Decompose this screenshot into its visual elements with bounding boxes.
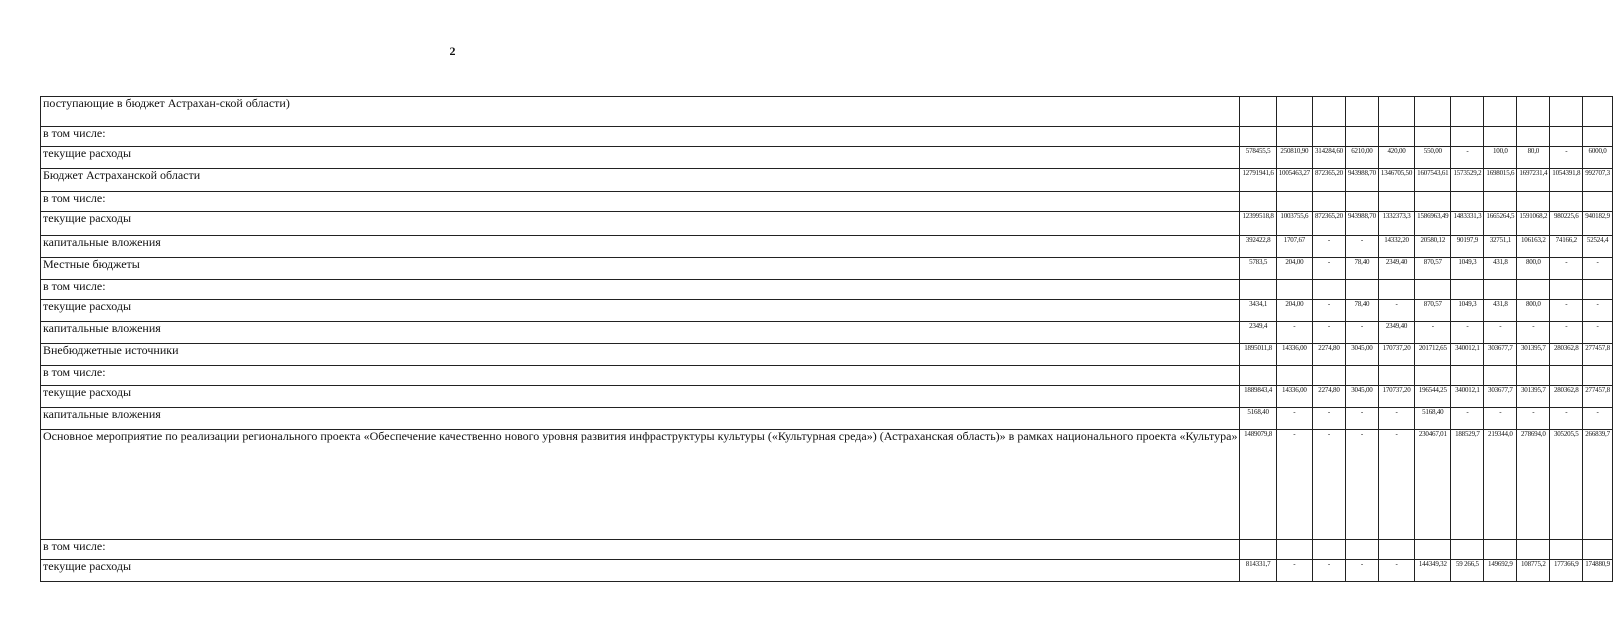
row-label: текущие расходы xyxy=(41,147,1240,169)
table-row xyxy=(41,280,1613,300)
table-cell xyxy=(1313,366,1346,386)
table-cell: - xyxy=(1583,322,1613,344)
table-cell xyxy=(1517,127,1550,147)
table-cell: 1049,3 xyxy=(1451,300,1484,322)
table-cell xyxy=(1451,280,1484,300)
table-cell: - xyxy=(1378,408,1414,430)
table-cell: 177366,9 xyxy=(1550,560,1583,582)
table-cell: 78,40 xyxy=(1345,258,1378,280)
table-row xyxy=(41,540,1613,560)
table-cell xyxy=(1345,540,1378,560)
table-cell: 204,00 xyxy=(1276,258,1312,280)
table-cell: 1346705,50 xyxy=(1378,169,1414,192)
table-row xyxy=(41,169,1613,192)
table-cell: 5783,5 xyxy=(1240,258,1276,280)
table-cell: - xyxy=(1313,408,1346,430)
table-cell: 578455,5 xyxy=(1240,147,1276,169)
table-cell: 201712,65 xyxy=(1415,344,1451,366)
table-cell: 12399518,8 xyxy=(1240,212,1276,236)
table-cell xyxy=(1378,127,1414,147)
table-row xyxy=(41,127,1613,147)
table-cell: 5168,40 xyxy=(1415,408,1451,430)
table-cell: 149692,9 xyxy=(1484,560,1517,582)
table-cell xyxy=(1415,540,1451,560)
table-cell: 305205,5 xyxy=(1550,430,1583,540)
table-cell: 314284,60 xyxy=(1313,147,1346,169)
table-cell: 814331,7 xyxy=(1240,560,1276,582)
table-cell xyxy=(1313,192,1346,212)
table-row xyxy=(41,408,1613,430)
table-cell xyxy=(1240,540,1276,560)
table-cell xyxy=(1550,280,1583,300)
table-cell xyxy=(1378,280,1414,300)
table-row xyxy=(41,97,1613,127)
table-cell xyxy=(1415,192,1451,212)
table-cell: 5168,40 xyxy=(1240,408,1276,430)
table-cell: 14336,00 xyxy=(1276,386,1312,408)
table-cell: 278694,0 xyxy=(1517,430,1550,540)
table-row xyxy=(41,300,1613,322)
table-cell xyxy=(1451,127,1484,147)
table-row xyxy=(41,366,1613,386)
table-cell: 1005463,27 xyxy=(1276,169,1312,192)
table-cell xyxy=(1313,280,1346,300)
row-label: в том числе: xyxy=(41,127,1240,147)
table-cell: - xyxy=(1345,430,1378,540)
table-cell: 6210,00 xyxy=(1345,147,1378,169)
table-cell: 431,8 xyxy=(1484,258,1517,280)
table-cell: 431,8 xyxy=(1484,300,1517,322)
table-row xyxy=(41,344,1613,366)
table-cell: 78,40 xyxy=(1345,300,1378,322)
table-cell: 1573529,2 xyxy=(1451,169,1484,192)
table-cell: 1049,3 xyxy=(1451,258,1484,280)
table-cell xyxy=(1313,97,1346,127)
table-cell xyxy=(1550,540,1583,560)
table-cell: 1707,67 xyxy=(1276,236,1312,258)
table-cell xyxy=(1451,97,1484,127)
table-cell: 100,0 xyxy=(1484,147,1517,169)
row-label: капитальные вложения xyxy=(41,322,1240,344)
table-cell xyxy=(1378,540,1414,560)
table-cell: 2349,40 xyxy=(1378,258,1414,280)
table-cell xyxy=(1345,192,1378,212)
table-cell: - xyxy=(1583,408,1613,430)
row-label: в том числе: xyxy=(41,540,1240,560)
table-row xyxy=(41,258,1613,280)
table-cell: - xyxy=(1313,258,1346,280)
table-cell: - xyxy=(1345,322,1378,344)
table-cell xyxy=(1484,540,1517,560)
table-cell: - xyxy=(1484,408,1517,430)
table-cell xyxy=(1484,366,1517,386)
table-cell xyxy=(1415,366,1451,386)
row-label: поступающие в бюджет Астрахан-ской области) xyxy=(41,97,1240,127)
table-cell: 3434,1 xyxy=(1240,300,1276,322)
table-cell: - xyxy=(1550,300,1583,322)
table-cell: - xyxy=(1313,560,1346,582)
row-label: в том числе: xyxy=(41,280,1240,300)
table-cell xyxy=(1415,280,1451,300)
table-cell: - xyxy=(1517,408,1550,430)
table-cell: 14336,00 xyxy=(1276,344,1312,366)
table-cell: 340012,1 xyxy=(1451,344,1484,366)
table-cell xyxy=(1517,366,1550,386)
table-cell: - xyxy=(1550,322,1583,344)
table-cell xyxy=(1276,127,1312,147)
table-cell: 266839,7 xyxy=(1583,430,1613,540)
table-cell xyxy=(1276,540,1312,560)
table-cell: - xyxy=(1583,258,1613,280)
table-cell: 301395,7 xyxy=(1517,344,1550,366)
table-cell: - xyxy=(1550,258,1583,280)
table-cell: 303677,7 xyxy=(1484,344,1517,366)
table-cell: 1591068,2 xyxy=(1517,212,1550,236)
row-label: в том числе: xyxy=(41,366,1240,386)
table-cell xyxy=(1345,280,1378,300)
table-cell: - xyxy=(1313,322,1346,344)
table-cell: 14332,20 xyxy=(1378,236,1414,258)
table-cell xyxy=(1378,366,1414,386)
row-label: Внебюджетные источники xyxy=(41,344,1240,366)
table-cell: 1665264,5 xyxy=(1484,212,1517,236)
table-cell: 174880,9 xyxy=(1583,560,1613,582)
table-cell xyxy=(1345,366,1378,386)
table-cell: 277457,8 xyxy=(1583,386,1613,408)
table-cell: 20580,12 xyxy=(1415,236,1451,258)
table-cell: - xyxy=(1517,322,1550,344)
table-cell: 280362,8 xyxy=(1550,344,1583,366)
table-cell: 3045,00 xyxy=(1345,344,1378,366)
table-cell xyxy=(1451,540,1484,560)
table-cell xyxy=(1276,97,1312,127)
table-cell xyxy=(1583,540,1613,560)
table-cell: 870,57 xyxy=(1415,258,1451,280)
table-cell xyxy=(1484,192,1517,212)
table-cell: - xyxy=(1415,322,1451,344)
table-cell: 277457,8 xyxy=(1583,344,1613,366)
table-cell: 1586963,49 xyxy=(1415,212,1451,236)
table-cell xyxy=(1378,192,1414,212)
table-cell xyxy=(1240,192,1276,212)
table-cell xyxy=(1313,540,1346,560)
table-cell: 2274,80 xyxy=(1313,386,1346,408)
row-label: текущие расходы xyxy=(41,386,1240,408)
table-cell xyxy=(1451,366,1484,386)
table-cell: 872365,20 xyxy=(1313,212,1346,236)
table-cell xyxy=(1484,280,1517,300)
table-cell xyxy=(1240,127,1276,147)
table-cell xyxy=(1345,127,1378,147)
table-cell: 12791941,6 xyxy=(1240,169,1276,192)
table-cell xyxy=(1415,97,1451,127)
row-label: текущие расходы xyxy=(41,300,1240,322)
table-cell: 230467,01 xyxy=(1415,430,1451,540)
row-label: Бюджет Астраханской области xyxy=(41,169,1240,192)
table-cell: 219344,0 xyxy=(1484,430,1517,540)
table-cell: - xyxy=(1484,322,1517,344)
table-cell: - xyxy=(1313,236,1346,258)
table-cell: 392422,8 xyxy=(1240,236,1276,258)
table-cell: - xyxy=(1550,147,1583,169)
table-cell: 1698015,6 xyxy=(1484,169,1517,192)
table-cell: 1607543,61 xyxy=(1415,169,1451,192)
table-cell: 303677,7 xyxy=(1484,386,1517,408)
table-cell: 2349,40 xyxy=(1378,322,1414,344)
table-cell: 1489079,8 xyxy=(1240,430,1276,540)
table-cell: - xyxy=(1345,560,1378,582)
table-row xyxy=(41,560,1613,582)
table-cell: 1483331,3 xyxy=(1451,212,1484,236)
table-cell: 800,0 xyxy=(1517,258,1550,280)
table-cell xyxy=(1550,192,1583,212)
table-cell xyxy=(1484,127,1517,147)
table-cell xyxy=(1583,366,1613,386)
table-cell: 1697231,4 xyxy=(1517,169,1550,192)
table-cell: 340012,1 xyxy=(1451,386,1484,408)
table-cell xyxy=(1240,366,1276,386)
table-cell xyxy=(1276,280,1312,300)
table-cell xyxy=(1313,127,1346,147)
table-cell: - xyxy=(1378,300,1414,322)
table-cell: 980225,6 xyxy=(1550,212,1583,236)
row-label: текущие расходы xyxy=(41,212,1240,236)
table-cell xyxy=(1550,366,1583,386)
table-cell: - xyxy=(1583,300,1613,322)
table-cell: - xyxy=(1313,430,1346,540)
table-cell xyxy=(1415,127,1451,147)
table-cell xyxy=(1583,280,1613,300)
table-cell xyxy=(1583,97,1613,127)
table-cell: 1889843,4 xyxy=(1240,386,1276,408)
table-row xyxy=(41,236,1613,258)
table-cell: - xyxy=(1345,408,1378,430)
table-cell: - xyxy=(1550,408,1583,430)
table-row xyxy=(41,192,1613,212)
table-cell xyxy=(1276,366,1312,386)
table-cell: 74166,2 xyxy=(1550,236,1583,258)
table-cell: 196544,25 xyxy=(1415,386,1451,408)
table-cell: - xyxy=(1378,560,1414,582)
table-cell: 550,00 xyxy=(1415,147,1451,169)
row-label: капитальные вложения xyxy=(41,408,1240,430)
table-cell xyxy=(1240,97,1276,127)
table-cell: - xyxy=(1378,430,1414,540)
page-number: 2 xyxy=(449,44,456,58)
table-cell: 943988,70 xyxy=(1345,169,1378,192)
table-cell: 301395,7 xyxy=(1517,386,1550,408)
table-cell xyxy=(1240,280,1276,300)
table-cell xyxy=(1583,127,1613,147)
table-cell: 420,00 xyxy=(1378,147,1414,169)
table-cell xyxy=(1276,192,1312,212)
table-cell: 59 266,5 xyxy=(1451,560,1484,582)
table-cell: - xyxy=(1451,322,1484,344)
budget-table xyxy=(40,96,1613,582)
row-label: в том числе: xyxy=(41,192,1240,212)
table-cell: - xyxy=(1345,236,1378,258)
table-cell: 108775,2 xyxy=(1517,560,1550,582)
table-cell xyxy=(1345,97,1378,127)
table-cell: 2349,4 xyxy=(1240,322,1276,344)
table-row xyxy=(41,386,1613,408)
table-cell: - xyxy=(1276,408,1312,430)
table-cell: 6000,0 xyxy=(1583,147,1613,169)
table-cell: 106163,2 xyxy=(1517,236,1550,258)
table-cell: 992707,3 xyxy=(1583,169,1613,192)
table-cell xyxy=(1550,97,1583,127)
table-cell: 2274,80 xyxy=(1313,344,1346,366)
table-cell: 144349,32 xyxy=(1415,560,1451,582)
table-cell: 1054391,8 xyxy=(1550,169,1583,192)
table-cell: 940182,9 xyxy=(1583,212,1613,236)
table-cell: 90197,9 xyxy=(1451,236,1484,258)
row-label: капитальные вложения xyxy=(41,236,1240,258)
table-cell: 32751,1 xyxy=(1484,236,1517,258)
table-cell: - xyxy=(1451,408,1484,430)
table-cell: 800,0 xyxy=(1517,300,1550,322)
table-cell xyxy=(1517,280,1550,300)
table-cell: - xyxy=(1451,147,1484,169)
row-label: Местные бюджеты xyxy=(41,258,1240,280)
table-cell xyxy=(1484,97,1517,127)
table-cell: - xyxy=(1276,430,1312,540)
table-cell xyxy=(1550,127,1583,147)
table-row xyxy=(41,147,1613,169)
table-cell xyxy=(1517,97,1550,127)
table-cell: 280362,8 xyxy=(1550,386,1583,408)
table-cell: 1895011,8 xyxy=(1240,344,1276,366)
table-cell xyxy=(1451,192,1484,212)
table-cell: 3045,00 xyxy=(1345,386,1378,408)
table-cell: 250810,90 xyxy=(1276,147,1312,169)
table-row xyxy=(41,430,1613,540)
table-cell: - xyxy=(1276,322,1312,344)
row-label: Основное мероприятие по реализации регионального проекта «Обеспечение качественно нового уровня развития инфраструктуры культуры («Культурная среда») (Астраханская область)» в рамках национального проекта «Культура» xyxy=(41,430,1240,540)
table-cell: 188529,7 xyxy=(1451,430,1484,540)
row-label: текущие расходы xyxy=(41,560,1240,582)
table-cell: 204,00 xyxy=(1276,300,1312,322)
table-cell xyxy=(1583,192,1613,212)
table-cell xyxy=(1378,97,1414,127)
table-cell: 170737,20 xyxy=(1378,386,1414,408)
table-cell: 872365,20 xyxy=(1313,169,1346,192)
table-cell: 52524,4 xyxy=(1583,236,1613,258)
table-row xyxy=(41,322,1613,344)
table-cell xyxy=(1517,192,1550,212)
table-cell: 170737,20 xyxy=(1378,344,1414,366)
table-cell: - xyxy=(1276,560,1312,582)
table-cell: 943988,70 xyxy=(1345,212,1378,236)
table-cell: 870,57 xyxy=(1415,300,1451,322)
table-cell: 1003755,6 xyxy=(1276,212,1312,236)
table-cell: - xyxy=(1313,300,1346,322)
table-cell: 1332373,3 xyxy=(1378,212,1414,236)
table-cell xyxy=(1517,540,1550,560)
table-row xyxy=(41,212,1613,236)
table-cell: 80,0 xyxy=(1517,147,1550,169)
